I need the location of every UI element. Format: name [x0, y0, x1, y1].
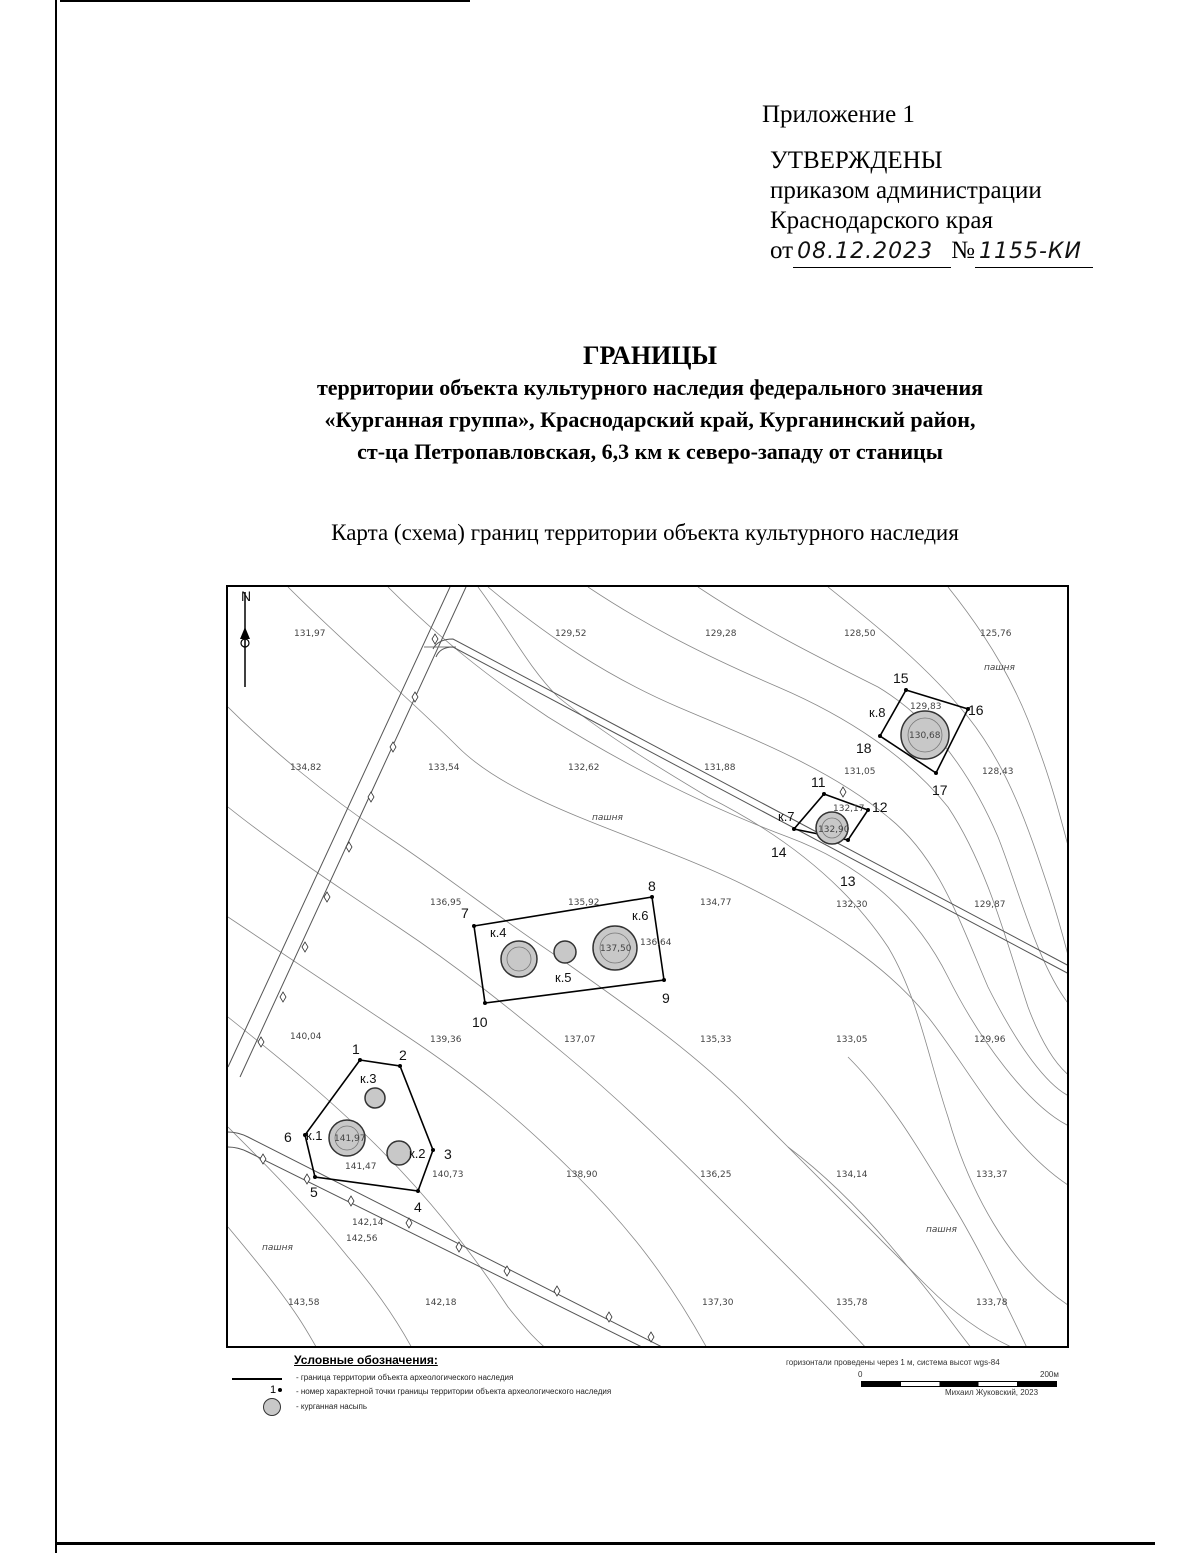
kurgan-elevation-1: 141,97	[334, 1134, 366, 1144]
elevation-label: 132,17	[833, 804, 865, 814]
kurgan-label-7: к.7	[778, 809, 795, 824]
elevation-label: 132,30	[836, 900, 868, 910]
elevation-label: 137,07	[564, 1035, 596, 1045]
elevation-label: 135,33	[700, 1035, 732, 1045]
elevation-label: 137,30	[702, 1298, 734, 1308]
field-label: пашня	[262, 1243, 293, 1253]
legend-item-boundary: - граница территории объекта археологического наследия	[296, 1373, 514, 1382]
map-canvas	[228, 587, 1069, 1348]
scan-edge-bottom	[55, 1542, 1155, 1545]
elevation-label: 138,90	[566, 1170, 598, 1180]
elevation-label: 135,92	[568, 898, 600, 908]
north-label: N	[241, 588, 252, 604]
title-line-1: территории объекта культурного наследия федерального значения	[316, 375, 984, 400]
elevation-label: 134,77	[700, 898, 732, 908]
point-number: 10	[472, 1014, 488, 1030]
point-number: 11	[811, 774, 826, 790]
elevation-label: 128,50	[844, 629, 876, 639]
approval-block	[762, 100, 1093, 268]
order-line-2: Краснодарского края	[770, 207, 993, 234]
elevation-label: 139,36	[430, 1035, 462, 1045]
elevation-label: 129,83	[910, 702, 942, 712]
elevation-label: 142,18	[425, 1298, 457, 1308]
document-title	[0, 340, 1200, 468]
point-number: 9	[662, 990, 670, 1006]
handwritten-date: 08.12.2023	[793, 237, 951, 268]
point-number: 13	[840, 873, 856, 889]
elevation-label: 129,52	[555, 629, 587, 639]
elevation-label: 142,14	[352, 1218, 384, 1228]
point-number: 3	[444, 1146, 452, 1162]
legend-point-swatch	[270, 1384, 282, 1396]
elevation-label: 140,04	[290, 1032, 322, 1042]
point-number: 18	[856, 740, 872, 756]
kurgan-label-4: к.4	[490, 925, 507, 940]
elevation-label: 142,56	[346, 1234, 378, 1244]
point-number: 16	[968, 702, 984, 718]
elevation-label: 125,76	[980, 629, 1012, 639]
elevation-label: 129,96	[974, 1035, 1006, 1045]
elevation-label: 134,82	[290, 763, 322, 773]
road-left	[228, 587, 466, 1077]
order-date-number	[770, 236, 1093, 268]
scan-edge-left	[55, 0, 57, 1553]
scale-end: 200м	[1040, 1370, 1059, 1379]
field-label: пашня	[592, 813, 623, 823]
kurgan-label-2: к.2	[409, 1146, 426, 1161]
point-number: 8	[648, 878, 656, 894]
map-author: Михаил Жуковский, 2023	[945, 1388, 1039, 1397]
point-number: 7	[461, 905, 469, 921]
kurgan-label-1: к.1	[306, 1128, 323, 1143]
elevation-label: 133,37	[976, 1170, 1008, 1180]
point-number: 1	[352, 1041, 360, 1057]
point-number: 15	[893, 670, 909, 686]
map-subtitle: Карта (схема) границ территории объекта культурного наследия	[331, 520, 959, 545]
handwritten-number: 1155-КИ	[975, 237, 1093, 268]
north-arrow	[240, 588, 251, 687]
order-line-1: приказом администрации	[770, 177, 1042, 204]
elevation-label: 140,73	[432, 1170, 464, 1180]
road-upper	[433, 639, 1069, 975]
scale-start: 0	[858, 1370, 863, 1379]
point-number: 5	[310, 1184, 318, 1200]
kurgan-label-8: к.8	[869, 705, 886, 720]
legend-item-point: - номер характерной точки границы территории объекта археологического наследия	[296, 1387, 612, 1396]
elevation-label: 129,28	[705, 629, 737, 639]
elevation-label: 131,05	[844, 767, 876, 777]
date-prefix: от	[770, 237, 794, 264]
elevation-label: 136,64	[640, 938, 672, 948]
point-number: 14	[771, 844, 787, 860]
elevation-label: 132,62	[568, 763, 600, 773]
title-line-3: ст-ца Петропавловская, 6,3 км к северо-западу от станицы	[357, 439, 943, 464]
elevation-label: 129,87	[974, 900, 1006, 910]
elevation-label: 133,54	[428, 763, 460, 773]
kurgan-label-3: к.3	[360, 1071, 377, 1086]
elevation-label: 136,25	[700, 1170, 732, 1180]
approved-label: УТВЕРЖДЕНЫ	[770, 147, 943, 174]
kurgan-elevation-8: 130,68	[909, 731, 941, 741]
point-number: 4	[414, 1199, 422, 1215]
field-label: пашня	[984, 663, 1015, 673]
number-prefix: №	[951, 237, 975, 264]
elevation-label: 134,14	[836, 1170, 868, 1180]
kurgan-inner-rings	[335, 718, 942, 1150]
elevation-label: 133,05	[836, 1035, 868, 1045]
kurgan-label-6: к.6	[632, 908, 649, 923]
title-line-2: «Курганная группа», Краснодарский край, Курганинский район,	[324, 407, 976, 432]
elevation-label: 143,58	[288, 1298, 320, 1308]
point-number: 6	[284, 1129, 292, 1145]
legend-boundary-swatch	[232, 1378, 282, 1380]
scale-bar	[861, 1381, 1057, 1387]
elevation-label: 131,97	[294, 629, 326, 639]
legend-kurgan-swatch	[263, 1398, 281, 1416]
elevation-label: 135,78	[836, 1298, 868, 1308]
legend-item-kurgan: - курганная насыпь	[296, 1402, 367, 1411]
contour-note: горизонтали проведены через 1 м, система высот wgs-84	[786, 1358, 1000, 1367]
title-heading: ГРАНИЦЫ	[582, 341, 718, 370]
field-label: пашня	[926, 1225, 957, 1235]
scan-edge-top	[60, 0, 470, 2]
kurgan-mounds	[329, 711, 949, 1165]
legend-title: Условные обозначения:	[294, 1353, 438, 1367]
kurgan-elevation-6: 137,50	[600, 944, 632, 954]
elevation-label: 141,47	[345, 1162, 377, 1172]
elevation-label: 131,88	[704, 763, 736, 773]
road-lower	[228, 1132, 668, 1348]
appendix-label: Приложение 1	[762, 101, 915, 128]
kurgan-label-5: к.5	[555, 970, 572, 985]
elevation-label: 136,95	[430, 898, 462, 908]
point-number: 2	[399, 1047, 407, 1063]
elevation-label: 128,43	[982, 767, 1014, 777]
elevation-label: 133,78	[976, 1298, 1008, 1308]
legend-point-number: 1	[270, 1384, 277, 1396]
kurgan-elevation-7: 132,90	[818, 825, 850, 835]
point-number: 17	[932, 782, 948, 798]
point-number: 12	[872, 799, 888, 815]
boundary-map	[226, 585, 1069, 1348]
